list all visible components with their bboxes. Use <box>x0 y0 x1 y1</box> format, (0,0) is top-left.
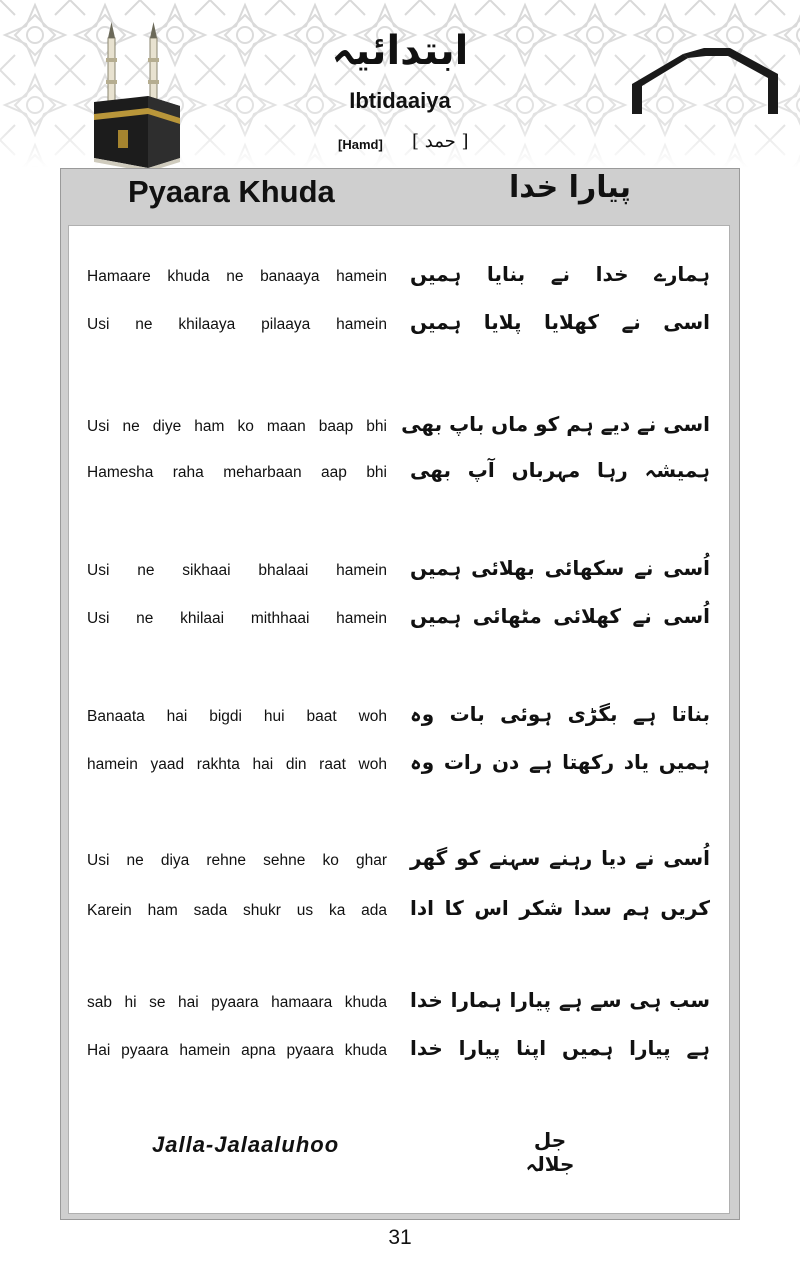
poem-line-english: Usi ne diya rehne sehne ko ghar <box>87 852 387 869</box>
poem-line-urdu: بناتا ہے بگڑی ہوئی بات وہ <box>410 702 710 726</box>
poem-line-urdu: اُسی نے سکھائی بھلائی ہمیں <box>410 556 710 580</box>
poem-line-english: sab hi se hai pyaara hamaara khuda <box>87 994 387 1011</box>
poem-line-urdu: سب ہی سے ہے پیارا ہمارا خدا <box>410 988 710 1012</box>
poem-line-urdu: ہمیشہ رہا مہرباں آپ بھی <box>410 458 710 482</box>
poem-title-english: Pyaara Khuda <box>128 174 335 209</box>
poem-line-english: Banaata hai bigdi hui baat woh <box>87 708 387 725</box>
kaaba-minarets-image <box>88 18 184 168</box>
poem-line-urdu: ہے پیارا ہمیں اپنا پیارا خدا <box>410 1036 710 1060</box>
poem-line-urdu: اسی نے کھلایا پلایا ہمیں <box>410 310 710 334</box>
page-number: 31 <box>388 1226 412 1249</box>
section-title-english: Ibtidaaiya <box>349 88 451 113</box>
poem-line-english: Usi ne diye ham ko maan baap bhi <box>87 418 387 435</box>
honorific-urdu: جل جلالہ <box>525 1128 575 1176</box>
honorific-english: Jalla-Jalaaluhoo <box>152 1132 340 1157</box>
poem-line-english: Hamaare khuda ne banaaya hamein <box>87 268 387 285</box>
poem-line-urdu: اسی نے دیے ہم کو ماں باپ بھی <box>401 412 710 436</box>
poem-line-urdu: اُسی نے دیا رہنے سہنے کو گھر <box>410 846 710 870</box>
poem-line-english: hamein yaad rakhta hai din raat woh <box>87 756 387 773</box>
poem-line-english: Karein ham sada shukr us ka ada <box>87 902 387 919</box>
category-label-english: [Hamd] <box>338 137 383 152</box>
section-title-urdu: ابتدائیہ <box>331 28 469 74</box>
poem-line-urdu: ہمارے خدا نے بنایا ہمیں <box>410 262 710 286</box>
category-label-urdu: [ حمد ] <box>412 131 469 152</box>
poem-line-english: Hamesha raha meharbaan aap bhi <box>87 464 387 481</box>
poem-line-english: Usi ne sikhaai bhalaai hamein <box>87 562 387 579</box>
poem-line-urdu: اُسی نے کھلائی مٹھائی ہمیں <box>410 604 710 628</box>
poem-line-urdu: ہمیں یاد رکھتا ہے دن رات وہ <box>410 750 710 774</box>
poem-line-english: Usi ne khilaaya pilaaya hamein <box>87 316 387 333</box>
page-header <box>0 0 800 168</box>
poem-line-english: Usi ne khilaai mithhaai hamein <box>87 610 387 627</box>
poem-line-urdu: کریں ہم سدا شکر اس کا ادا <box>410 896 710 920</box>
poem-line-english: Hai pyaara hamein apna pyaara khuda <box>87 1042 387 1059</box>
poem-title-urdu: پیارا خدا <box>508 170 631 205</box>
arch-logo-icon <box>628 44 788 124</box>
